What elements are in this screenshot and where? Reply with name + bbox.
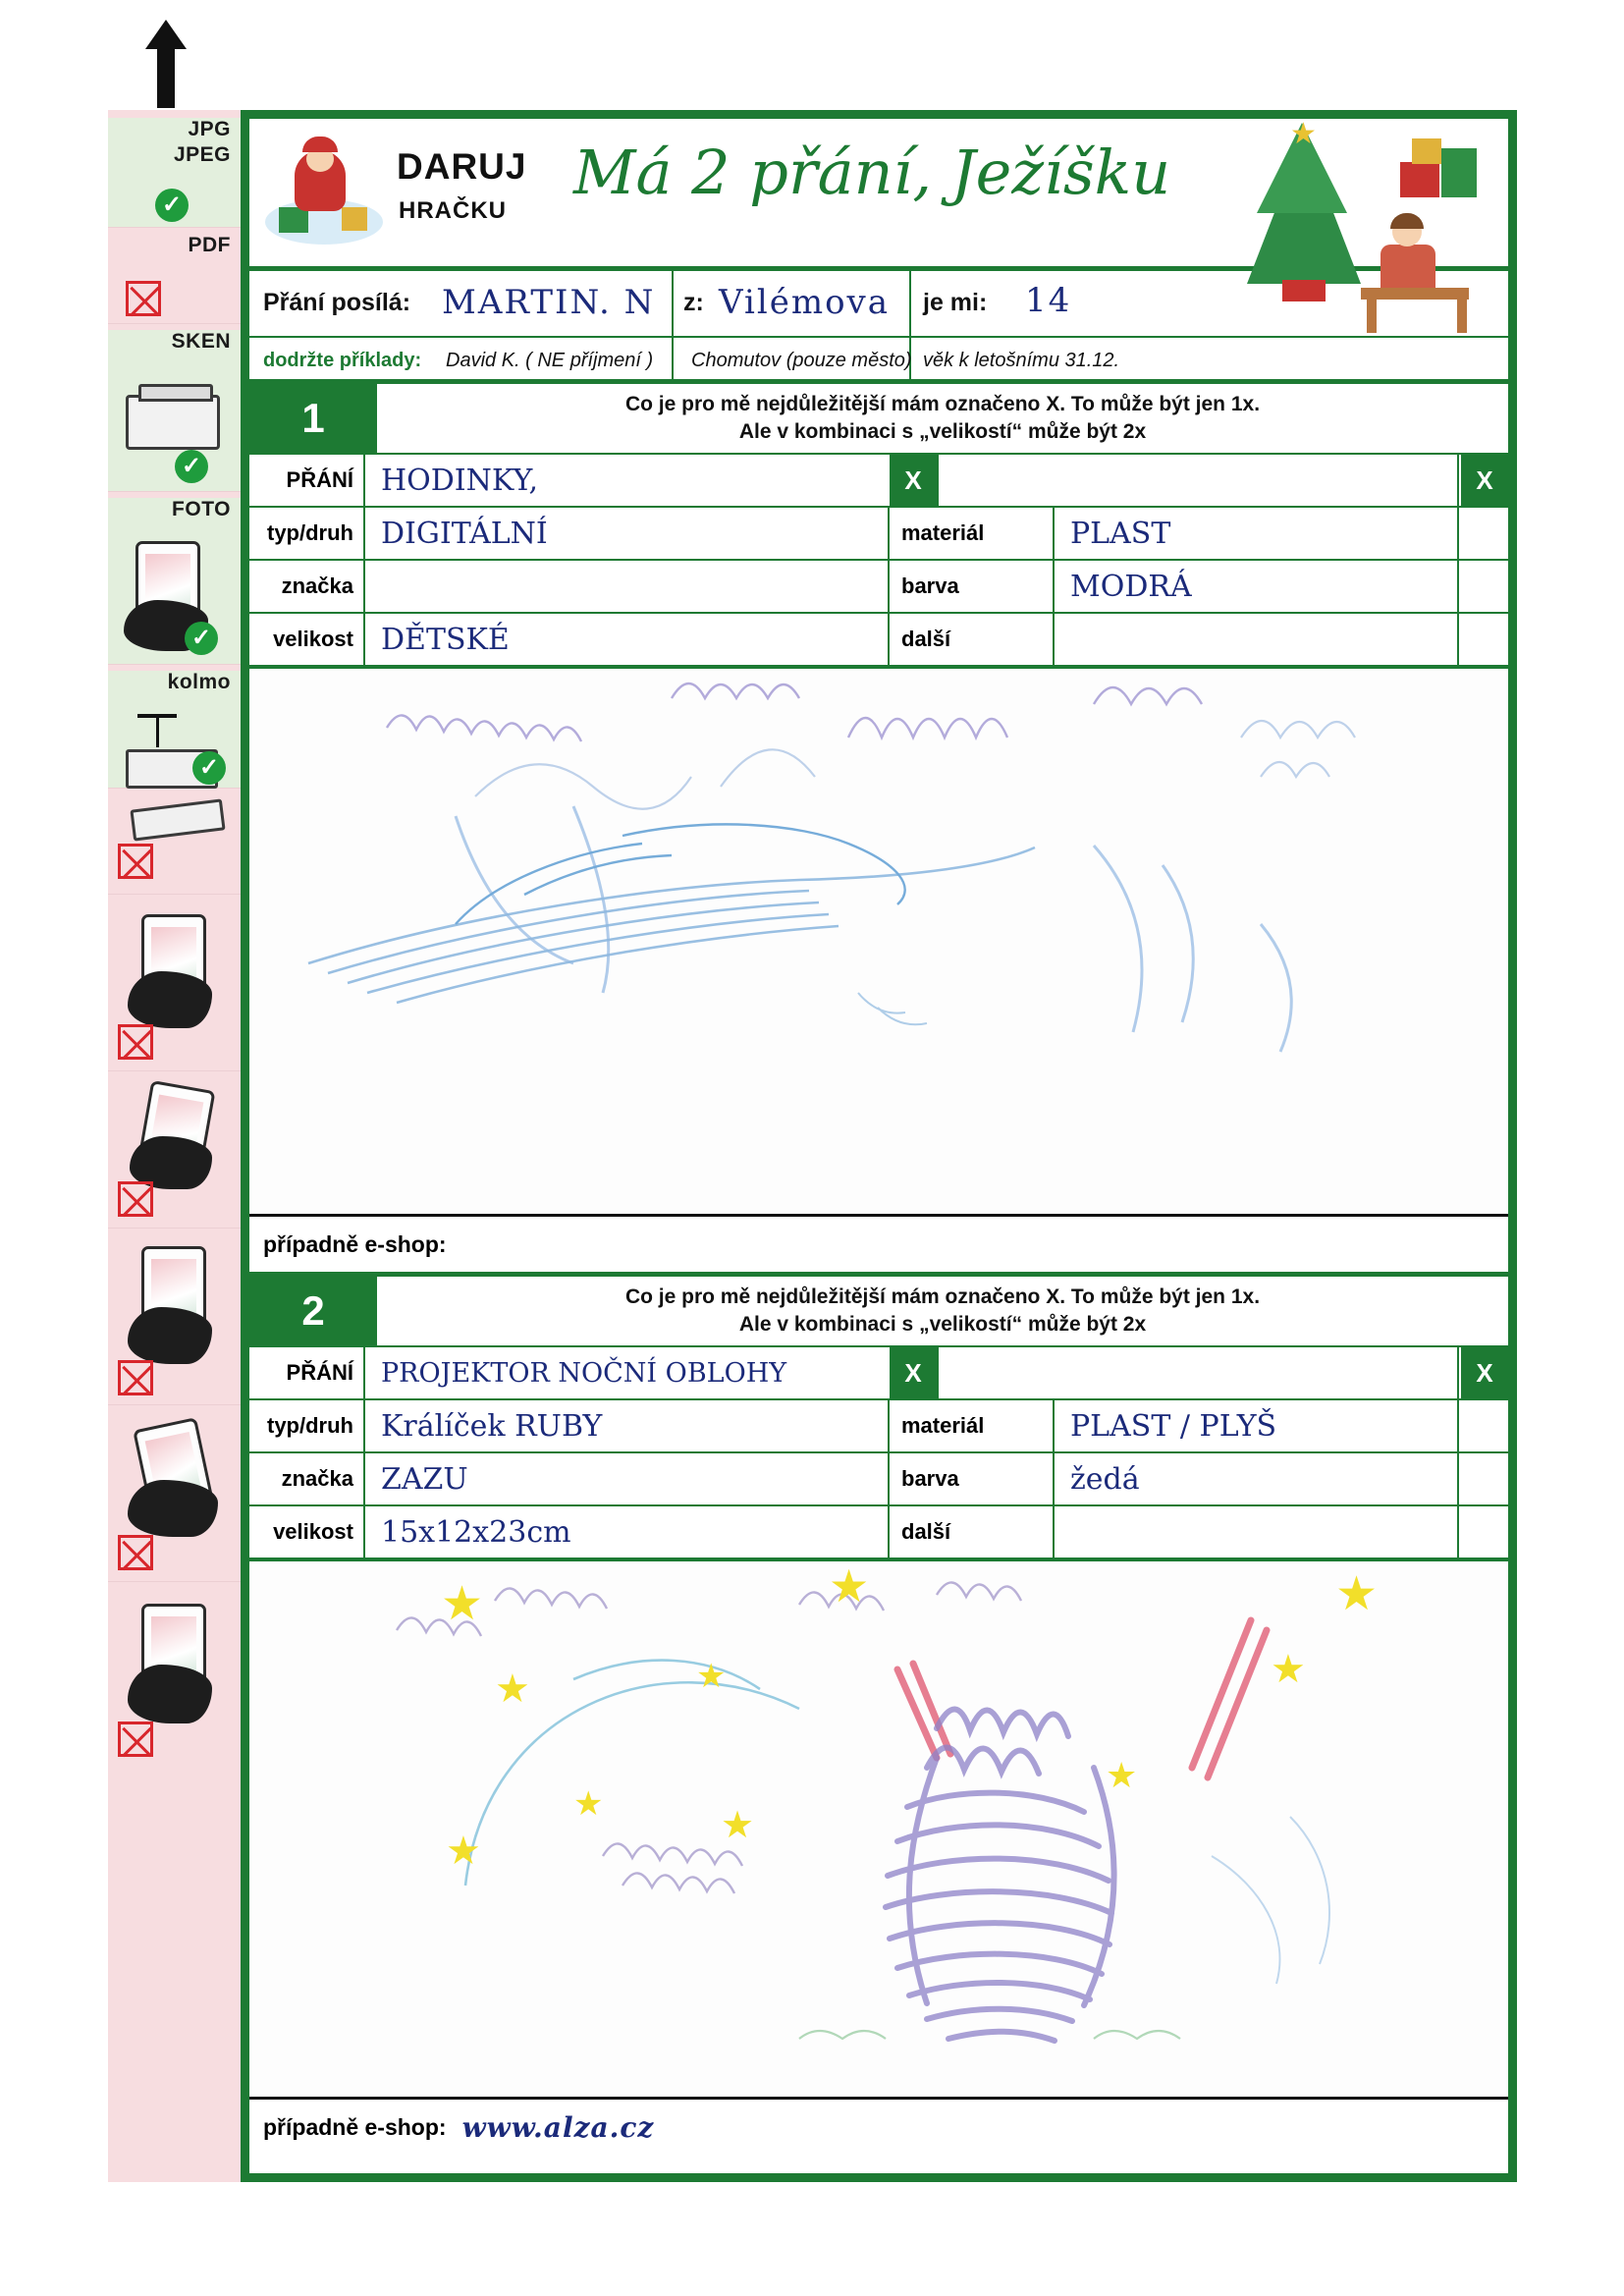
brand-line-2: HRAČKU: [399, 197, 507, 224]
sidebar-item-phone-e: [108, 1582, 241, 1778]
sidebar-item-phone-a: [108, 895, 241, 1071]
star-icon: ★: [446, 1830, 481, 1873]
velikost-value[interactable]: 15x12x23cm: [381, 1514, 571, 1550]
barva-value[interactable]: žedá: [1070, 1461, 1140, 1497]
sidebar-item-label: kolmo: [167, 671, 231, 693]
wish-number: 2: [249, 1277, 377, 1345]
x-icon: [118, 1024, 153, 1060]
check-icon: ✓: [185, 622, 218, 655]
hand-icon: [128, 971, 212, 1028]
star-icon: ★: [1271, 1648, 1306, 1691]
prani-value[interactable]: HODINKY,: [381, 463, 538, 498]
star-icon: ★: [573, 1785, 604, 1823]
sender-section: [249, 271, 1508, 384]
prani-x-mark[interactable]: X: [888, 1347, 937, 1398]
sidebar-item-pdf: [108, 234, 241, 324]
wish-1-drawing-area[interactable]: [249, 669, 1508, 1217]
prani-label: PŘÁNÍ: [249, 455, 365, 506]
hint-age: věk k letošnímu 31.12.: [923, 350, 1120, 371]
material-label: materiál: [888, 508, 1055, 559]
x-icon: [118, 1722, 153, 1757]
typ-value[interactable]: DIGITÁLNÍ: [381, 516, 548, 551]
child-drawing-1: [249, 669, 1506, 1214]
sidebar-item-label: SKEN: [171, 330, 231, 353]
wish-instructions: [377, 384, 1508, 453]
christmas-illustration: ★: [1227, 123, 1502, 358]
wish-2-eshop-row: [249, 2100, 1508, 2155]
wish-1-eshop-row: [249, 1217, 1508, 1277]
dalsi-value[interactable]: [1056, 1506, 1457, 1558]
prani-x-mark[interactable]: X: [888, 455, 937, 506]
city-label: z:: [683, 289, 704, 316]
instruction-line-1: Co je pro mě nejdůležitější mám označeno X. To může být jen 1x.: [624, 1285, 1261, 1308]
barva-label: barva: [888, 561, 1055, 612]
hint-city: Chomutov (pouze město): [691, 350, 912, 371]
wish-instructions: [377, 1277, 1508, 1345]
hand-icon: [128, 1480, 218, 1537]
field-row-velikost-dalsi: [249, 614, 1508, 665]
eshop-label: případně e-shop:: [263, 2113, 447, 2140]
sender-label: Přání posílá:: [263, 289, 411, 316]
sidebar-item-sken: [108, 330, 241, 492]
sidebar-item-kolmo: [108, 671, 241, 789]
sidebar-item-tilted-paper: [108, 789, 241, 895]
material-value[interactable]: PLAST / PLYŠ: [1070, 1408, 1277, 1444]
scanner-icon: [126, 395, 220, 450]
znacka-value[interactable]: ZAZU: [381, 1461, 468, 1497]
right-x-mark[interactable]: X: [1459, 455, 1508, 506]
star-icon: ★: [829, 1561, 870, 1612]
field-row-znacka-barva: [249, 561, 1508, 614]
x-icon: [126, 281, 161, 316]
wish-form: [241, 110, 1517, 2182]
wish-number: 1: [249, 384, 377, 453]
field-row-prani: [249, 1347, 1508, 1400]
sidebar-item-label: FOTO: [172, 498, 231, 520]
check-icon: ✓: [155, 189, 189, 222]
material-label: materiál: [888, 1400, 1055, 1451]
barva-label: barva: [888, 1453, 1055, 1504]
perpendicular-icon: [156, 714, 159, 747]
instruction-strip: [108, 110, 242, 2182]
eshop-value[interactable]: www.alza.cz: [461, 2110, 655, 2144]
sender-name-value[interactable]: MARTIN. N: [442, 283, 656, 322]
sidebar-item-phone-d: [108, 1405, 241, 1582]
hint-label: dodržte příklady:: [263, 350, 422, 371]
wish-2-header: [249, 1277, 1508, 1347]
velikost-label: velikost: [249, 614, 365, 665]
x-icon: [118, 1360, 153, 1395]
wish-2-drawing-area[interactable]: [249, 1561, 1508, 2100]
sidebar-item-jpg: [108, 118, 241, 228]
field-row-prani: [249, 455, 1508, 508]
child-drawing-2: [249, 1561, 1506, 2097]
sidebar-item-label: JPG: [188, 118, 231, 140]
age-value[interactable]: 14: [1025, 281, 1072, 320]
star-icon: ★: [696, 1658, 727, 1695]
hand-icon: [128, 1665, 212, 1723]
tilted-paper-icon: [130, 798, 225, 841]
dalsi-label: další: [888, 1506, 1055, 1558]
eshop-label: případně e-shop:: [263, 1230, 447, 1257]
star-icon: ★: [441, 1578, 484, 1630]
x-icon: [118, 1181, 153, 1217]
znacka-label: značka: [249, 1453, 365, 1504]
sidebar-item-phone-b: [108, 1071, 241, 1229]
star-icon: ★: [1106, 1755, 1138, 1795]
wish-2-grid: [249, 1347, 1508, 1561]
form-header: [249, 119, 1508, 271]
typ-value[interactable]: Králíček RUBY: [381, 1408, 603, 1444]
x-icon: [118, 844, 153, 879]
typ-label: typ/druh: [249, 1400, 365, 1451]
field-row-typ-material: [249, 1400, 1508, 1453]
velikost-value[interactable]: DĚTSKÉ: [381, 622, 510, 657]
age-label: je mi:: [923, 289, 988, 316]
field-row-typ-material: [249, 508, 1508, 561]
sidebar-item-foto: [108, 498, 241, 665]
instruction-line-2: Ale v kombinaci s „velikostí“ může být 2x: [738, 1313, 1147, 1336]
prani-label: PŘÁNÍ: [249, 1347, 365, 1398]
city-value[interactable]: Vilémova: [719, 283, 891, 322]
sidebar-item-phone-c: [108, 1229, 241, 1405]
right-x-mark[interactable]: X: [1459, 1347, 1508, 1398]
star-icon: ★: [721, 1805, 755, 1846]
sidebar-item-label: PDF: [188, 234, 231, 256]
typ-label: typ/druh: [249, 508, 365, 559]
page-title: Má 2 přání, Ježíšku: [573, 137, 1171, 208]
material-value[interactable]: PLAST: [1070, 516, 1171, 551]
check-icon: ✓: [175, 450, 208, 483]
prani-value[interactable]: PROJEKTOR NOČNÍ OBLOHY: [381, 1357, 787, 1389]
star-icon: ★: [1335, 1568, 1379, 1620]
wish-1-header: [249, 384, 1508, 455]
instruction-line-1: Co je pro mě nejdůležitější mám označeno X. To může být jen 1x.: [624, 392, 1261, 415]
znacka-label: značka: [249, 561, 365, 612]
hand-icon: [128, 1307, 212, 1364]
znacka-value[interactable]: [367, 561, 888, 612]
star-icon: ★: [495, 1667, 530, 1711]
dalsi-label: další: [888, 614, 1055, 665]
santa-illustration: [265, 133, 383, 248]
sidebar-item-label-2: JPEG: [173, 143, 231, 166]
field-row-znacka-barva: [249, 1453, 1508, 1506]
barva-value[interactable]: MODRÁ: [1070, 569, 1192, 604]
hint-name: David K. ( NE příjmení ): [446, 350, 654, 371]
velikost-label: velikost: [249, 1506, 365, 1558]
instruction-line-2: Ale v kombinaci s „velikostí“ může být 2x: [738, 420, 1147, 443]
check-icon: ✓: [192, 751, 226, 785]
wish-1-grid: [249, 455, 1508, 669]
dalsi-value[interactable]: [1056, 614, 1457, 665]
brand-line-1: DARUJ: [397, 146, 527, 187]
x-icon: [118, 1535, 153, 1570]
field-row-velikost-dalsi: [249, 1506, 1508, 1558]
